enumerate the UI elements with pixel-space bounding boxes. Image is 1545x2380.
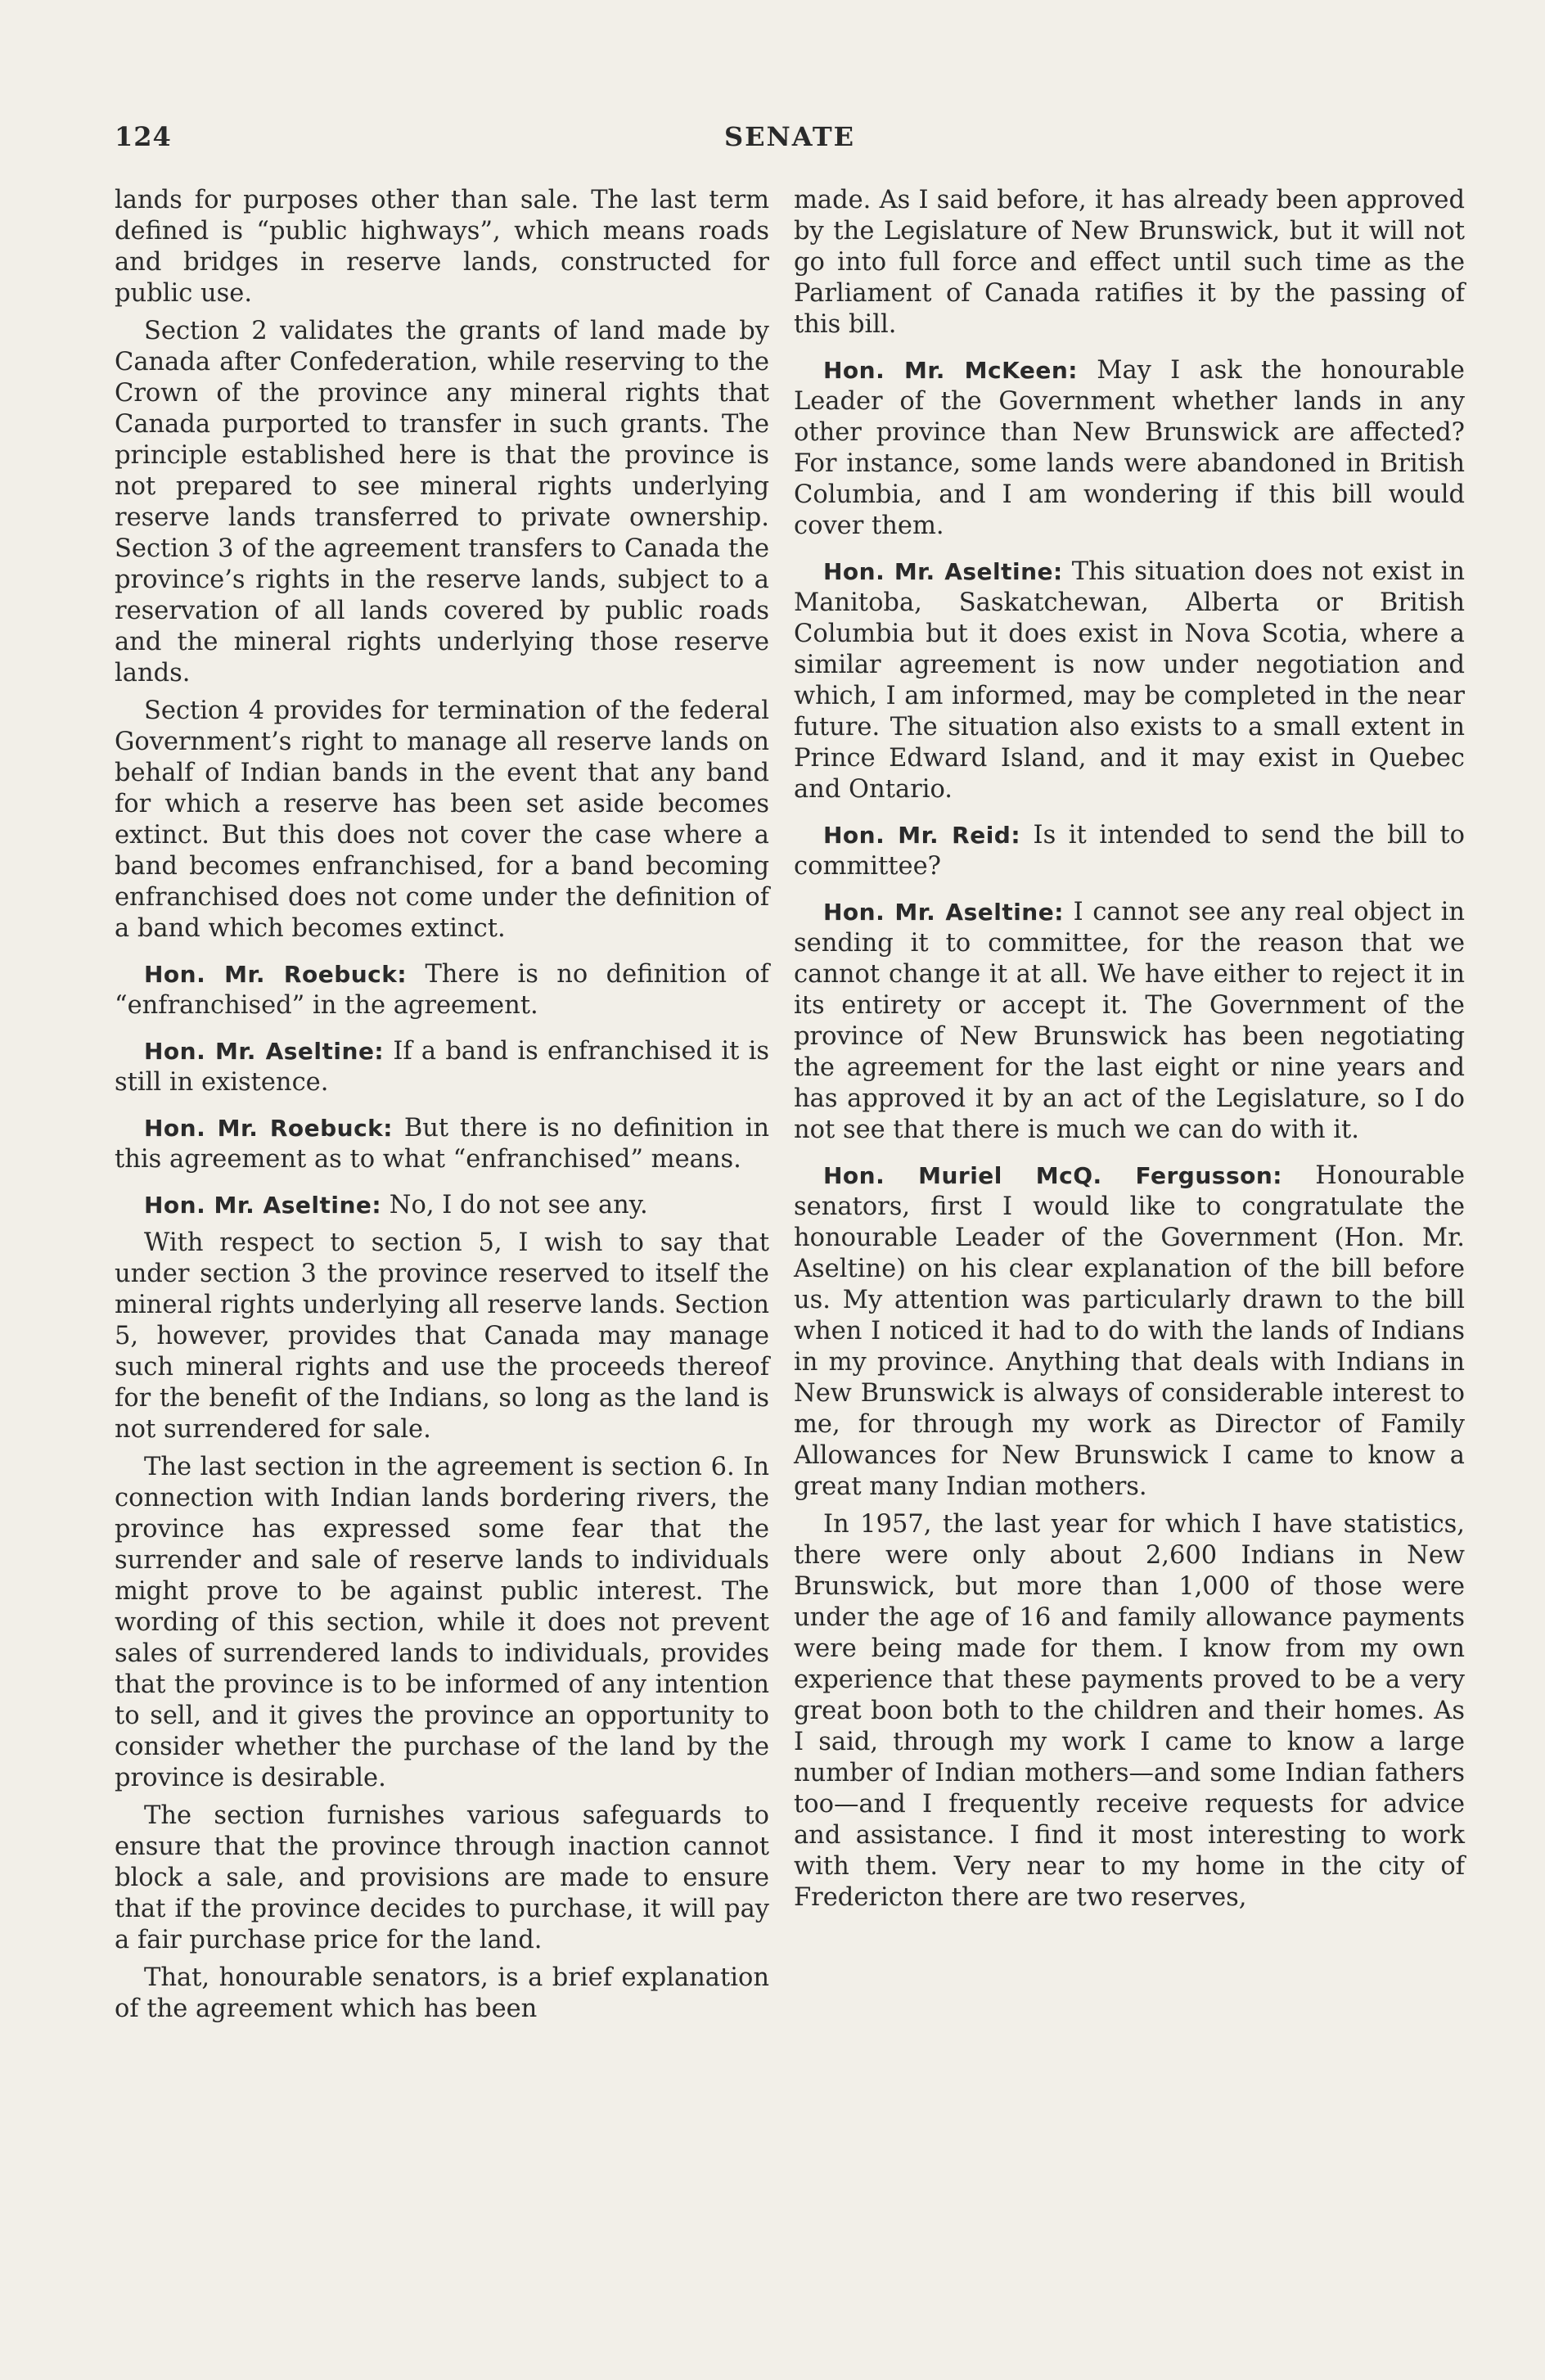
speech-paragraph [794,355,1465,542]
page-header [115,121,1465,170]
speech-paragraph [115,1036,769,1098]
page-number: 124 [115,121,172,152]
speech-paragraph [115,1113,769,1175]
paragraph-text: No, I do not see any. [389,1191,648,1219]
paragraph-continued [115,185,769,309]
paragraph-text: There is no definition of “enfranchised” in the agreement. [115,960,770,1020]
paragraph-text: In 1957, the last year for which I have statistics, there were only about 2,600 Indians in New Brunswick, but more than 1,000 of those were under the age of 16 and family allowance payments were being made for them. I know from my own experience that these payments proved to be a very great boon both to the children and their homes. As I said, through my work I came to know a large number of Indian mothers—and some Indian fathers too—and I frequently receive requests for advice and assistance. I find it most interesting to work with them. Very near to my home in the city of Fredericton there are two reserves, [794,1510,1465,1912]
speech-paragraph [794,1161,1465,1503]
speaker-name: Hon. Mr. Reid: [823,822,1021,849]
speaker-name: Hon. Mr. Aseltine: [144,1038,385,1065]
paragraph [115,316,769,689]
speech-paragraph [115,959,769,1021]
paragraph-text: made. As I said before, it has already been approved by the Legislature of New Brunswick, but it will not go into full force and effect until such time as the Parliament of Canada ratifies it by the passing of this bill. [794,186,1465,339]
paragraph-text: The last section in the agreement is section 6. In connection with Indian lands bordering rivers, the province has expressed some fear that the surrender and sale of reserve lands to individuals might prove to be against public interest. The wording of this section, while it does not prevent sales of surrendered lands to individuals, provides that the province is to be informed of any intention to sell, and it gives the province an opportunity to consider whether the purchase of the land by the province is desirable. [115,1453,769,1792]
speech-paragraph [794,820,1465,882]
right-column [794,185,1465,1920]
paragraph [115,1801,769,1956]
paragraph-text: Is it intended to send the bill to committee? [794,821,1465,881]
left-column [115,185,769,2031]
paragraph-text: Honourable senators, first I would like to congratulate the honourable Leader of the Government (Hon. Mr. Aseltine) on his clear explanation of the bill before us. My attention was particularly drawn to the bill when I noticed it had to do with the lands of Indians in my province. Anything that deals with Indians in New Brunswick is always of considerable interest to me, for through my work as Director of Family Allowances for New Brunswick I came to know a great many Indian mothers. [794,1161,1465,1501]
speech-paragraph [794,557,1465,805]
paragraph-text: That, honourable senators, is a brief explanation of the agreement which has been [115,1963,769,2023]
paragraph-continued [794,185,1465,340]
speech-paragraph [115,1190,769,1221]
paragraph-text: This situation does not exist in Manitoba, Saskatchewan, Alberta or British Columbia but it does exist in Nova Scotia, where a similar agreement is now under negotiation and which, I am informed, may be completed in the near future. The situation also exists to a small extent in Prince Edward Island, and it may exist in Quebec and Ontario. [794,557,1465,804]
paragraph-text: lands for purposes other than sale. The last term defined is “public highways”, which means roads and bridges in reserve lands, constructed for public use. [115,186,769,308]
speaker-name: Hon. Muriel McQ. Fergusson: [823,1162,1282,1189]
speaker-name: Hon. Mr. Roebuck: [144,961,408,988]
paragraph-text: But there is no definition in this agreement as to what “enfranchised” means. [115,1114,769,1174]
paragraph-text: I cannot see any real object in sending it to committee, for the reason that we cannot change it at all. We have either to reject it in its entirety or accept it. The Government of the province of New Brunswick has been negotiating the agreement for the last eight or nine years and has approved it by an act of the Legislature, so I do not see that there is much we can do with it. [794,898,1465,1144]
paragraph [115,1228,769,1445]
paragraph-text: May I ask the honourable Leader of the Government whether lands in any other province than New Brunswick are affected? For instance, some lands were abandoned in British Columbia, and I am wondering if this bill would cover them. [794,356,1465,540]
speaker-name: Hon. Mr. Aseltine: [823,558,1063,585]
speech-paragraph [794,897,1465,1146]
paragraph-text: Section 4 provides for termination of the federal Government’s right to manage all reserve lands on behalf of Indian bands in the event that any band for which a reserve has been set aside becomes extinct. But this does not cover the case where a band becomes enfranchised, for a band becoming enfranchised does not come under the definition of a band which becomes extinct. [115,696,769,943]
paragraph-text: With respect to section 5, I wish to say that under section 3 the province reserved to itself the mineral rights underlying all reserve lands. Section 5, however, provides that Canada may manage such mineral rights and use the proceeds thereof for the benefit of the Indians, so long as the land is not surrendered for sale. [115,1228,769,1444]
paragraph-text: The section furnishes various safeguards to ensure that the province through inaction cannot block a sale, and provisions are made to ensure that if the province decides to purchase, it will pay a fair purchase price for the land. [115,1801,769,1954]
paragraph [115,1963,769,2025]
paragraph [115,696,769,944]
paragraph [115,1452,769,1794]
speaker-name: Hon. Mr. Roebuck: [144,1115,393,1142]
speaker-name: Hon. Mr. Aseltine: [823,899,1064,926]
running-head: SENATE [723,121,856,152]
paragraph [794,1509,1465,1913]
speaker-name: Hon. Mr. McKeen: [823,357,1078,384]
paragraph-text: Section 2 validates the grants of land made by Canada after Confederation, while reserving to the Crown of the province any mineral rights that Canada purported to transfer in such grants. The principle established here is that the province is not prepared to see mineral rights underlying reserve lands transferred to private ownership. Section 3 of the agreement transfers to Canada the province’s rights in the reserve lands, subject to a reservation of all lands covered by public roads and the mineral rights underlying those reserve lands. [115,317,769,687]
speaker-name: Hon. Mr. Aseltine: [144,1192,382,1219]
paragraph-text: If a band is enfranchised it is still in existence. [115,1037,769,1097]
